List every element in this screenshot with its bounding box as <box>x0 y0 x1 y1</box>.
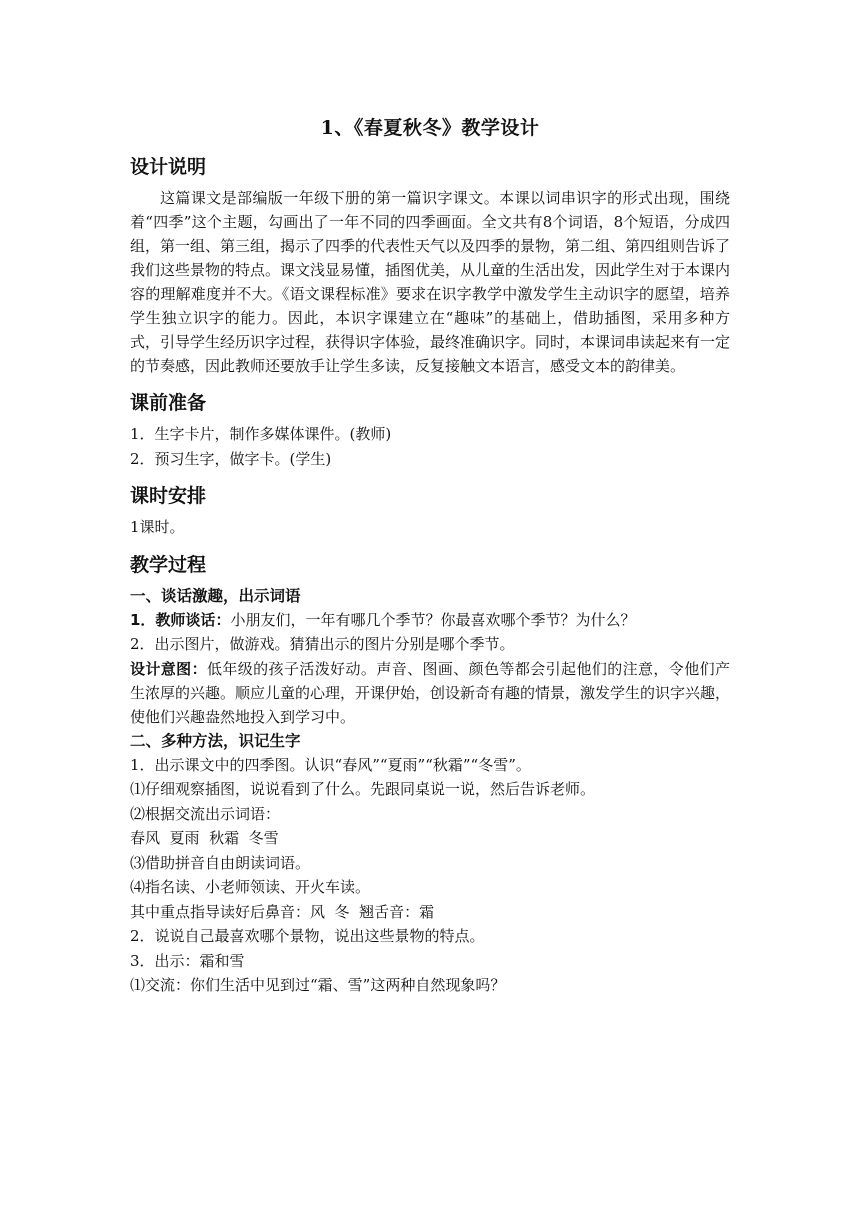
prep-item-1: 1．生字卡片，制作多媒体课件。(教师) <box>130 425 392 443</box>
process-part2-line: 1．出示课文中的四季图。认识“春风”“夏雨”“秋霜”“冬雪”。 <box>130 755 531 774</box>
process-part2-line: 春风 夏雨 秋霜 冬雪 <box>130 829 279 847</box>
process-part2-line: ⑵根据交流出示词语： <box>130 804 281 823</box>
process-part1-intent <box>130 657 730 729</box>
document-body <box>130 114 730 998</box>
design-note-paragraph: 这篇课文是部编版一年级下册的第一篇识字课文。本课以词串识字的形式出现，围绕着“四季”这个主题，勾画出了一年不同的四季画面。全文共有8个词语，8个短语，分成四组，第一组、第三组，揭示了四季的代表性天气以及四季的景物，第二组、第四组则告诉了我们这些景物的特点。课文浅显易懂，插图优美，从儿童的生活出发，因此学生对于本课内容的理解难度并不大。《语文课程标准》要求在识字教学中激发学生主动识字的愿望，培养学生独立识字的能力。因此，本识字课建立在“趣味”的基础上，借助插图，采用多种方式，引导学生经历识字过程，获得识字体验，最终准确识字。同时，本课词串读起来有一定的节奏感，因此教师还要放手让学生多读，反复接触文本语言，感受文本的韵律美。 <box>130 189 731 375</box>
section-heading-process: 教学过程 <box>130 553 207 576</box>
section-heading-design-note: 设计说明 <box>130 156 207 178</box>
item1-text: 小朋友们，一年有哪几个季节？你最喜欢哪个季节？为什么？ <box>230 610 636 629</box>
process-part1-heading: 一、谈话激趣，出示词语 <box>130 586 301 605</box>
item1-lead: 1．教师谈话： <box>130 610 231 629</box>
process-part2-line: 3．出示：霜和雪 <box>130 951 245 970</box>
process-part2-line: ⑴仔细观察插图，说说看到了什么。先跟同桌说一说，然后告诉老师。 <box>130 780 596 798</box>
schedule-text: 1课时。 <box>130 518 185 536</box>
section-heading-schedule: 课时安排 <box>130 485 207 507</box>
process-part2-line: ⑷指名读、小老师领读、开火车读。 <box>130 878 371 896</box>
process-part1-item1 <box>130 608 730 633</box>
process-part1-item2: 2．出示图片，做游戏。猜猜出示的图片分别是哪个季节。 <box>130 635 515 653</box>
section-heading-prep: 课前准备 <box>130 392 207 414</box>
intent-lead: 设计意图： <box>130 659 207 678</box>
process-part2-heading: 二、多种方法，识记生字 <box>130 731 301 750</box>
process-part2-line: 2．说说自己最喜欢哪个景物，说出这些景物的特点。 <box>130 927 485 945</box>
intent-text: 低年级的孩子活泼好动。声音、图画、颜色等都会引起他们的注意，令他们产生浓厚的兴趣。顺应儿童的心理，开课伊始，创设新奇有趣的情景，激发学生的识字兴趣，使他们兴趣盎然地投入到学习中。 <box>130 659 731 726</box>
process-part2-line: ⑴交流：你们生活中见到过“霜、雪”这两种自然现象吗？ <box>130 976 506 994</box>
document-title: 1、《春夏秋冬》教学设计 <box>320 117 540 139</box>
process-part2-line: 其中重点指导读好后鼻音：风 冬 翘舌音：霜 <box>130 902 435 921</box>
process-part2-line: ⑶借助拼音自由朗读词语。 <box>130 853 311 872</box>
prep-item-2: 2．预习生字，做字卡。(学生) <box>130 449 332 468</box>
